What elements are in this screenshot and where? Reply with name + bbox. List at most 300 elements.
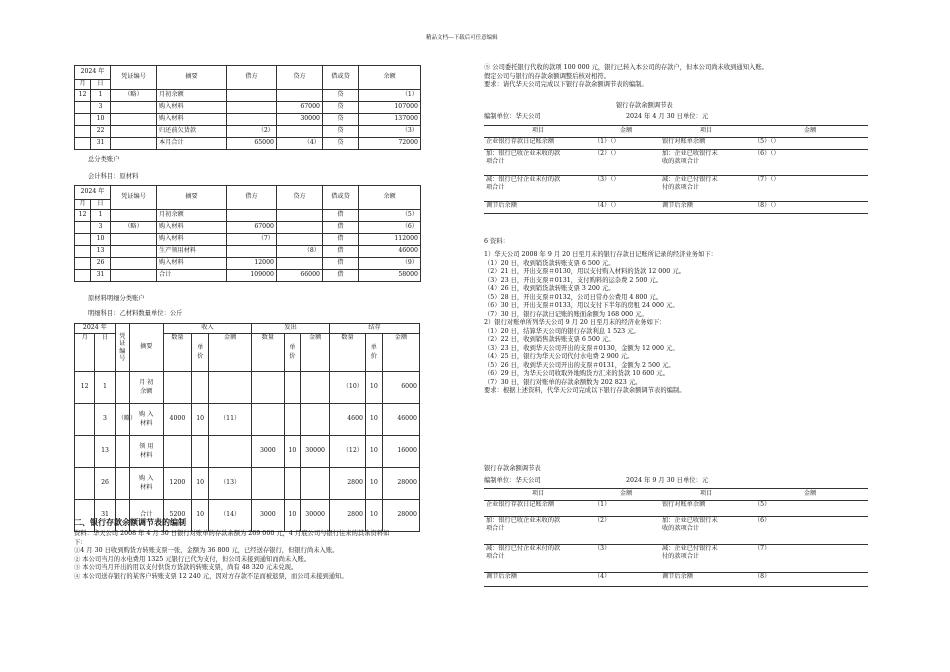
cell-debit: 12000 [227, 258, 277, 270]
summary-line: 余额 [140, 387, 153, 395]
header-item: 项目 [660, 126, 752, 138]
recon2-date: 2024 年 9 月 30 日单位：元 [626, 477, 709, 484]
cell-amount: （4）（） [592, 202, 660, 214]
cell-day: 1 [91, 210, 111, 222]
table-row [484, 545, 868, 573]
header-credit: 贷方 [277, 186, 323, 210]
cell-in-price: 10 [192, 468, 209, 500]
header-day: 日 [95, 334, 115, 372]
cell-voucher [111, 210, 157, 222]
label-detail-ledger: 原材料明细分类账户 [88, 295, 145, 302]
cell-bank-item [660, 138, 752, 150]
cell-credit [277, 210, 323, 222]
cell-out-price [284, 404, 301, 436]
header-debit: 借方 [227, 186, 277, 210]
cell-out-amount: 30000 [301, 500, 330, 532]
cell-out-qty: 3000 [252, 436, 284, 468]
header-balance: 余额 [359, 66, 421, 90]
cell-month [75, 436, 95, 468]
header-amount: 金额 [301, 334, 330, 372]
cell-bank-item [660, 150, 752, 176]
header-credit: 贷方 [277, 66, 323, 90]
item-line: 调节后余额 [662, 573, 693, 580]
cell-bal-price: 10 [365, 468, 382, 500]
cell-in-price [192, 372, 209, 404]
header-year: 2024 年 [75, 324, 116, 334]
cell-summary: 购入材料 [157, 222, 227, 234]
cell-bal-amount: 28000 [382, 468, 419, 500]
table-row [484, 138, 868, 150]
recon-table-1 [484, 125, 868, 214]
cell-day: 10 [91, 234, 111, 246]
cell-credit: 66000 [277, 270, 323, 282]
item-line: 收的款项合计 [662, 525, 700, 533]
header-year: 2024 年 [75, 186, 111, 200]
item-line: 收的款项合计 [662, 158, 700, 166]
cell-balance: 46000 [359, 246, 421, 258]
recon2-title: 银行存款余额调节表 [484, 465, 541, 472]
cell-amount: （1）（） [592, 138, 660, 150]
cell-in-price: 10 [192, 500, 209, 532]
recon1-title: 银行存款余额调节表 [616, 102, 673, 109]
cell-enterprise-item [484, 150, 592, 176]
cell-amount: （7） [752, 545, 868, 573]
cell-voucher [111, 234, 157, 246]
cell-balance: 58000 [359, 270, 421, 282]
cell-bank-item [660, 202, 752, 214]
cell-summary: 合计 [157, 270, 227, 282]
header-voucher: 凭 证 编 号 [115, 324, 129, 372]
cell-month: 12 [75, 90, 91, 102]
item-line: 减：银行已付企业未付的款 [486, 176, 561, 183]
header-qty: 数量 [330, 334, 366, 372]
cell-day: 10 [91, 114, 111, 126]
cell-out-amount [301, 404, 330, 436]
cell-debit: （7） [227, 234, 277, 246]
table-row [75, 372, 420, 404]
cell-summary: 本月合计 [157, 138, 227, 150]
header-income: 收入 [163, 324, 252, 334]
cell-day: 13 [95, 436, 115, 468]
cell-debit [227, 102, 277, 114]
cell-month [75, 468, 95, 500]
cell-dr-cr: 借 [323, 270, 359, 282]
list-item: ③ 本公司当月开出的用以支付供货方货款的转账支票，尚有 48 320 元未兑现。 [74, 564, 298, 571]
cell-dr-cr: 贷 [323, 90, 359, 102]
list-item: （7）30 日，银行存款日记账的账面余额为 168 000 元。 [484, 310, 648, 318]
cell-amount: （2） [592, 517, 660, 545]
header-amount: 金额 [382, 334, 419, 372]
cell-in-qty: 5200 [163, 500, 192, 532]
item-line: 企业银行存款日记账余额 [486, 138, 555, 145]
cell-balance: 72000 [359, 138, 421, 150]
cell-debit: 65000 [227, 138, 277, 150]
cell-bal-qty: （10） [330, 372, 366, 404]
cell-dr-cr: 借 [323, 246, 359, 258]
cell-balance: 137000 [359, 114, 421, 126]
cell-month: 12 [75, 210, 91, 222]
cell-amount: （1） [592, 501, 660, 517]
cell-voucher [111, 258, 157, 270]
item-line: 银行对账单余额 [662, 501, 706, 508]
header-month: 月 [75, 80, 91, 90]
table-row [75, 246, 421, 258]
header-price: 单 价 [365, 334, 382, 372]
header-issue: 发出 [252, 324, 330, 334]
cell-dr-cr: 借 [323, 222, 359, 234]
cell-amount: （8）（） [752, 202, 868, 214]
cell-bank-item [660, 176, 752, 202]
list-item: （5）28 日，开出支票＃0132，公司日常办公费用 4 800 元。 [484, 293, 663, 301]
section6-title: 6 资料： [484, 238, 509, 245]
summary-line: 购 入 [139, 475, 154, 483]
list-item: 1）华天公司 2008 年 9 月 20 日至月末的银行存款日记账所记录的经济业务如下： [484, 251, 717, 258]
ledger-table-1 [74, 65, 421, 150]
list-item: （2）21 日，开出支票＃0130，用以支付购入材料的货款 12 000 元。 [484, 268, 685, 275]
intro-line: 下： [74, 538, 87, 546]
cell-in-amount [209, 372, 252, 404]
cell-day: 22 [91, 126, 111, 138]
header-amount: 金额 [209, 334, 252, 372]
cell-bank-item [660, 517, 752, 545]
cell-day: 3 [95, 404, 115, 436]
cell-out-price [284, 372, 301, 404]
list-item: （6）30 日，开出支票＃0133，用以支付下半年的房租 24 000 元。 [484, 302, 679, 309]
cell-bal-price: 10 [365, 436, 382, 468]
cell-bank-item [660, 573, 752, 587]
intro-line: 资料：华天公司 2008 年 4 月 30 日银行对账单的存款余额为 269 000 元，4 月底公司与银行往来的其余资料如 [74, 530, 390, 537]
header-summary: 摘要 [157, 66, 227, 90]
header-day: 日 [91, 200, 111, 210]
table-row [75, 436, 420, 468]
cell-credit [277, 126, 323, 138]
cell-credit [277, 222, 323, 234]
cell-enterprise-item [484, 501, 592, 517]
table-row [75, 234, 421, 246]
header-price: 单 价 [192, 334, 209, 372]
recon1-unit: 编制单位：华天公司 [484, 113, 541, 120]
cell-credit [277, 234, 323, 246]
item-line: 项合计 [486, 184, 505, 192]
item-line: 减：企业已付银行未 [662, 176, 718, 183]
header-item: 项目 [660, 489, 752, 501]
header-year: 2024 年 [75, 66, 111, 80]
table-row [75, 468, 420, 500]
header-dr-cr: 借或贷 [323, 186, 359, 210]
cell-in-qty: 1200 [163, 468, 192, 500]
cell-voucher [111, 114, 157, 126]
table-row [75, 114, 421, 126]
ledger-table-2 [74, 185, 421, 282]
header-item: 项目 [484, 126, 592, 138]
item-line: 项合计 [486, 553, 505, 561]
header-summary: 摘要 [130, 324, 164, 372]
cell-voucher [111, 270, 157, 282]
item-line: 减：银行已付企业未付的款 [486, 545, 561, 552]
cell-out-qty [252, 468, 284, 500]
cell-summary [130, 468, 164, 500]
list-item: ①4 月 30 日收到购货方转账支票一张，金额为 36 800 元，已经送存银行，但银行尚未入账。 [74, 547, 339, 554]
cell-bal-price: 10 [365, 372, 382, 404]
cell-amount: （6）（） [752, 150, 868, 176]
cell-out-qty [252, 404, 284, 436]
cell-balance: （1） [359, 90, 421, 102]
cell-voucher [115, 468, 129, 500]
list-item: 要求：根据上述资料，代华天公司完成以下银行存款余额调节表的编制。 [484, 387, 686, 394]
cell-dr-cr: 贷 [323, 114, 359, 126]
cell-in-amount: （14） [209, 500, 252, 532]
cell-summary [130, 372, 164, 404]
cell-in-amount: （11） [209, 404, 252, 436]
cell-amount: （5） [752, 501, 868, 517]
cell-debit [227, 114, 277, 126]
cell-voucher: （略） [115, 404, 129, 436]
label-general-ledger: 总分类账户 [88, 156, 120, 163]
summary-line: 材料 [140, 419, 153, 427]
section2-body [74, 530, 434, 581]
cell-credit: （8） [277, 246, 323, 258]
cell-voucher [111, 102, 157, 114]
table-row [75, 138, 421, 150]
cell-day: 31 [91, 138, 111, 150]
cell-balance: （6） [359, 222, 421, 234]
cell-month: 12 [75, 372, 95, 404]
cell-day: 13 [91, 246, 111, 258]
cell-month [75, 138, 91, 150]
cell-debit [227, 90, 277, 102]
cell-voucher [111, 126, 157, 138]
cell-out-qty [252, 372, 284, 404]
cell-credit [277, 90, 323, 102]
table-row [75, 90, 421, 102]
cell-voucher [115, 372, 129, 404]
cell-in-amount: （13） [209, 468, 252, 500]
item-line: 付的款项合计 [662, 184, 700, 192]
cell-out-price: 10 [284, 500, 301, 532]
cell-summary: 生产领用材料 [157, 246, 227, 258]
cell-summary: 归还前欠货款 [157, 126, 227, 138]
header-month: 月 [75, 200, 91, 210]
list-item: （4）25 日，银行为华天公司代付水电费 2 900 元。 [484, 353, 634, 360]
summary-line: 合计 [140, 511, 153, 519]
cell-summary: 购入材料 [157, 114, 227, 126]
recon-table-2 [484, 488, 868, 587]
cell-out-amount: 30000 [301, 436, 330, 468]
cell-out-price [284, 468, 301, 500]
list-item: （2）22 日，收到销售款转账支票 6 500 元。 [484, 336, 615, 343]
list-item: （3）23 日，收到华天公司开出的支票＃0130，金额为 12 000 元。 [484, 344, 679, 352]
cell-amount: （3） [592, 545, 660, 573]
cell-in-amount [209, 436, 252, 468]
list-item: （4）26 日，收到销货款转账支票 3 200 元。 [484, 285, 615, 292]
cell-voucher: （略） [111, 222, 157, 234]
table-row [75, 258, 421, 270]
page-header: 精品文档---下载后可任意编辑 [426, 35, 498, 41]
cell-month [75, 270, 91, 282]
cell-amount: （7）（） [752, 176, 868, 202]
cell-month [75, 246, 91, 258]
list-item: 2）银行对账单所列华天公司 9 月 20 日至月末的经济业务如下： [484, 319, 666, 326]
table-row [484, 517, 868, 545]
cell-bal-amount: 16000 [382, 436, 419, 468]
paragraph-line: ⑤ 公司委托银行代收的款项 100 000 元，银行已转入本公司的存款户，但本公司尚未收到通知入账。 [484, 64, 768, 71]
list-item: ④ 本公司送存银行的某客户转账支票 12 240 元，因对方存款不足而被退票，而公司未接到通知。 [74, 572, 348, 580]
header-qty: 数量 [163, 334, 192, 372]
cell-summary: 月初余额 [157, 210, 227, 222]
header-amount: 金额 [592, 126, 660, 138]
cell-debit: （2） [227, 126, 277, 138]
header-amount: 金额 [752, 489, 868, 501]
cell-summary: 购入材料 [157, 102, 227, 114]
item-line: 加：企业已收银行未 [662, 517, 718, 524]
cell-out-price: 10 [284, 436, 301, 468]
header-price: 单 价 [284, 334, 301, 372]
table-row [484, 202, 868, 214]
cell-amount: （6） [752, 517, 868, 545]
cell-balance: （9） [359, 258, 421, 270]
header-amount: 金额 [752, 126, 868, 138]
cell-day: 1 [91, 90, 111, 102]
item-line: 加：企业已收银行未 [662, 150, 718, 157]
cell-bal-qty: 2800 [330, 468, 366, 500]
list-item: （5）26 日，收到华天公司开出的支票＃0131，金额为 2 500 元。 [484, 361, 675, 369]
table-row [484, 573, 868, 587]
cell-month [75, 234, 91, 246]
table-row [484, 176, 868, 202]
item-line: 调节后余额 [486, 202, 517, 209]
table-row [75, 270, 421, 282]
cell-summary [130, 436, 164, 468]
summary-line: 月 初 [139, 379, 154, 387]
cell-out-qty: 3000 [252, 500, 284, 532]
cell-amount: （8） [752, 573, 868, 587]
list-item: （1）20 日，结算华天公司的银行存款利息 1 523 元。 [484, 327, 640, 335]
cell-amount: （4） [592, 573, 660, 587]
cell-bal-price: 10 [365, 500, 382, 532]
item-line: 减：企业已付银行未 [662, 545, 718, 552]
cell-voucher [111, 138, 157, 150]
cell-credit: 30000 [277, 114, 323, 126]
item-line: 项合计 [486, 158, 505, 166]
cell-bal-price: 10 [365, 404, 382, 436]
cell-balance: 112000 [359, 234, 421, 246]
item5-block [484, 64, 884, 90]
cell-month [75, 126, 91, 138]
table-row [75, 126, 421, 138]
cell-dr-cr: 贷 [323, 102, 359, 114]
cell-month [75, 258, 91, 270]
table-row [75, 222, 421, 234]
cell-day: 3 [91, 102, 111, 114]
cell-summary: 购入材料 [157, 234, 227, 246]
cell-credit: 67000 [277, 102, 323, 114]
cell-month [75, 114, 91, 126]
list-item: ② 本公司当月的水电费用 1325 元银行已代为支付，但公司未接到通知而尚未入账。 [74, 555, 311, 563]
list-item: （3）23 日，开出支票＃0131，支付购料的运杂费 2 500 元。 [484, 276, 663, 284]
cell-dr-cr: 借 [323, 258, 359, 270]
cell-voucher [111, 246, 157, 258]
item-line: 加：银行已收企业未收的款 [486, 517, 561, 524]
cell-bank-item [660, 545, 752, 573]
cell-month [75, 404, 95, 436]
cell-amount: （5）（） [752, 138, 868, 150]
header-dr-cr: 借或贷 [323, 66, 359, 90]
cell-voucher: （略） [111, 90, 157, 102]
list-item: （1）20 日，收到销货款转账支票 6 500 元。 [484, 259, 615, 267]
cell-bal-qty: 4600 [330, 404, 366, 436]
header-debit: 借方 [227, 66, 277, 90]
summary-line: 材料 [140, 451, 153, 459]
summary-line: 材料 [140, 483, 153, 491]
cell-month [75, 102, 91, 114]
ledger-table-3 [74, 323, 420, 532]
item-line: 调节后余额 [486, 573, 517, 580]
cell-balance: （3） [359, 126, 421, 138]
cell-enterprise-item [484, 202, 592, 214]
cell-bal-qty: 2800 [330, 500, 366, 532]
cell-in-price: 10 [192, 404, 209, 436]
cell-debit: 67000 [227, 222, 277, 234]
header-balance: 余额 [359, 186, 421, 210]
header-qty: 数量 [252, 334, 284, 372]
recon1-date: 2024 年 4 月 30 日单位：元 [626, 113, 709, 120]
label-account: 会计科目：原材料 [88, 173, 139, 180]
section2-title: 二、银行存款余额调节表的编制 [74, 517, 186, 527]
table-row [484, 501, 868, 517]
cell-amount: （2）（） [592, 150, 660, 176]
cell-month [75, 222, 91, 234]
cell-summary: 月初余额 [157, 90, 227, 102]
paragraph-line: 要求：请代华天公司完成以下银行存款余额调节表的编制。 [484, 81, 648, 88]
cell-debit: 109000 [227, 270, 277, 282]
cell-in-price [192, 436, 209, 468]
cell-in-qty [163, 436, 192, 468]
cell-day: 26 [95, 468, 115, 500]
cell-debit [227, 210, 277, 222]
item-line: 调节后余额 [662, 202, 693, 209]
cell-enterprise-item [484, 573, 592, 587]
header-amount: 金额 [592, 489, 660, 501]
cell-day: 1 [95, 372, 115, 404]
item-line: 加：银行已收企业未收的款 [486, 150, 561, 157]
summary-line: 领 用 [139, 443, 154, 451]
table-row [75, 210, 421, 222]
recon2-unit: 编制单位：华天公司 [484, 477, 541, 484]
label-detail-subject: 明细科目：乙材料数量单位：公斤 [88, 310, 183, 317]
item-line: 付的款项合计 [662, 553, 700, 561]
cell-in-qty: 4000 [163, 404, 192, 436]
cell-dr-cr: 借 [323, 210, 359, 222]
cell-balance: （5） [359, 210, 421, 222]
header-day: 日 [91, 80, 111, 90]
header-voucher: 凭证编号 [111, 66, 157, 90]
cell-bal-amount: 46000 [382, 404, 419, 436]
cell-enterprise-item [484, 138, 592, 150]
cell-enterprise-item [484, 517, 592, 545]
cell-enterprise-item [484, 545, 592, 573]
cell-credit [277, 258, 323, 270]
table-row [75, 102, 421, 114]
cell-credit: （4） [277, 138, 323, 150]
cell-day: 3 [91, 222, 111, 234]
header-stock: 结存 [330, 324, 420, 334]
table-row [484, 150, 868, 176]
list-item: （6）29 日，为华天公司收取外地购货方汇来的货款 10 600 元。 [484, 370, 669, 377]
cell-summary: 购入材料 [157, 258, 227, 270]
section6-body [484, 251, 884, 396]
paragraph-line: 假定公司与银行的存款余额调整后核对相符。 [484, 72, 610, 80]
cell-balance: 107000 [359, 102, 421, 114]
